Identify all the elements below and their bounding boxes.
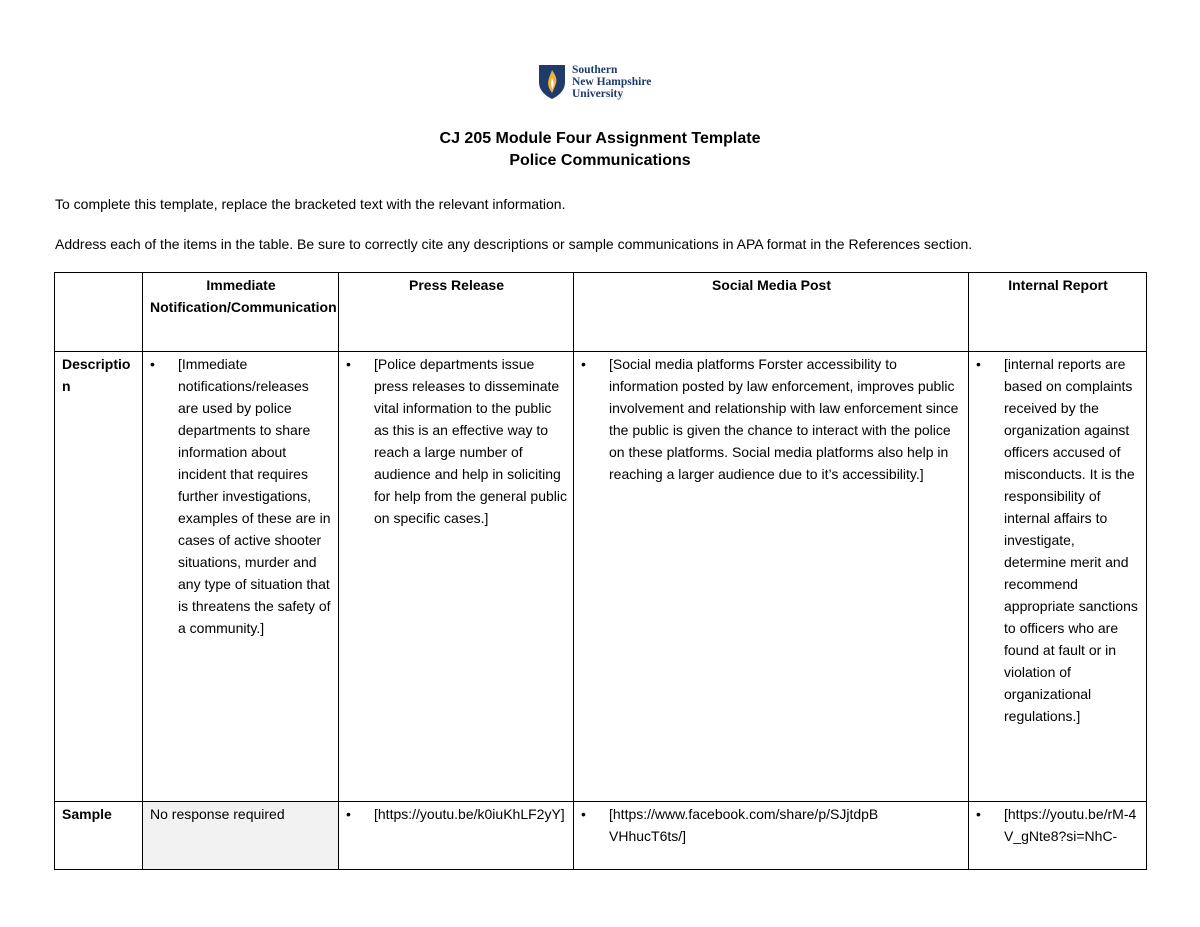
list-item: • [https://www.facebook.com/share/p/SJjtdpBVHhucT6ts/] (609, 803, 962, 847)
cell-description-social[interactable] (574, 352, 969, 802)
list-item: • [internal reports are based on complaints received by the organization against officers accused of misconducts. It is the responsibility of internal affairs to investigate, determine merit and recommend appropriate sanctions to officers who are found at fault or in violation of organizational regulations.] (1004, 353, 1140, 727)
document-title (0, 128, 1200, 172)
list-item: • [Police departments issue press releases to disseminate vital information to the public as this is an effective way to reach a large number of audience and help in soliciting for help from the general public on specific cases.] (374, 353, 567, 529)
header-social-media-post: Social Media Post (574, 273, 969, 352)
cell-sample-internal[interactable] (969, 802, 1147, 870)
logo-wordmark (572, 64, 651, 100)
header-press-release: Press Release (339, 273, 574, 352)
cell-description-internal[interactable] (969, 352, 1147, 802)
logo-line-3: University (572, 88, 624, 100)
header-internal-report: Internal Report (969, 273, 1147, 352)
row-label-description: Description (55, 352, 143, 802)
list-item: • [https://youtu.be/k0iuKhLF2yY] (374, 803, 567, 825)
header-blank (55, 273, 143, 352)
intro-instruction-2: Address each of the items in the table. Be sure to correctly cite any descriptions or sample communications in APA format in the References section. (55, 236, 973, 252)
table-header-row (55, 273, 1147, 352)
university-logo (538, 64, 651, 100)
cell-sample-immediate: No response required (143, 802, 339, 870)
list-item: • [Social media platforms Forster accessibility to information posted by law enforcement, improves public involvement and relationship with law enforcement since the public is given the chance to interact with the police on these platforms. Social media platforms also help in reaching a larger audience due to it’s accessibility.] (609, 353, 962, 485)
assignment-table (54, 272, 1147, 870)
row-label-sample: Sample (55, 802, 143, 870)
list-item: • [Immediate notifications/releases are used by police departments to share information about incident that requires further investigations, examples of these are in cases of active shooter situations, murder and any type of situation that is threatens the safety of a community.] (178, 353, 332, 639)
title-line-2: Police Communications (509, 152, 691, 169)
cell-description-press[interactable] (339, 352, 574, 802)
table-row (55, 352, 1147, 802)
intro-instruction-1: To complete this template, replace the bracketed text with the relevant information. (55, 196, 566, 212)
list-item: • [https://youtu.be/rM-4V_gNte8?si=NhC- (1004, 803, 1140, 847)
cell-description-immediate[interactable] (143, 352, 339, 802)
logo-line-2: New Hampshire (572, 76, 652, 88)
header-immediate-notification: Immediate Notification/Communication (143, 273, 339, 352)
table-row (55, 802, 1147, 870)
cell-sample-press[interactable] (339, 802, 574, 870)
shield-flame-icon (538, 64, 566, 100)
cell-sample-social[interactable] (574, 802, 969, 870)
title-line-1: CJ 205 Module Four Assignment Template (439, 130, 761, 147)
logo-line-1: Southern (572, 64, 618, 76)
